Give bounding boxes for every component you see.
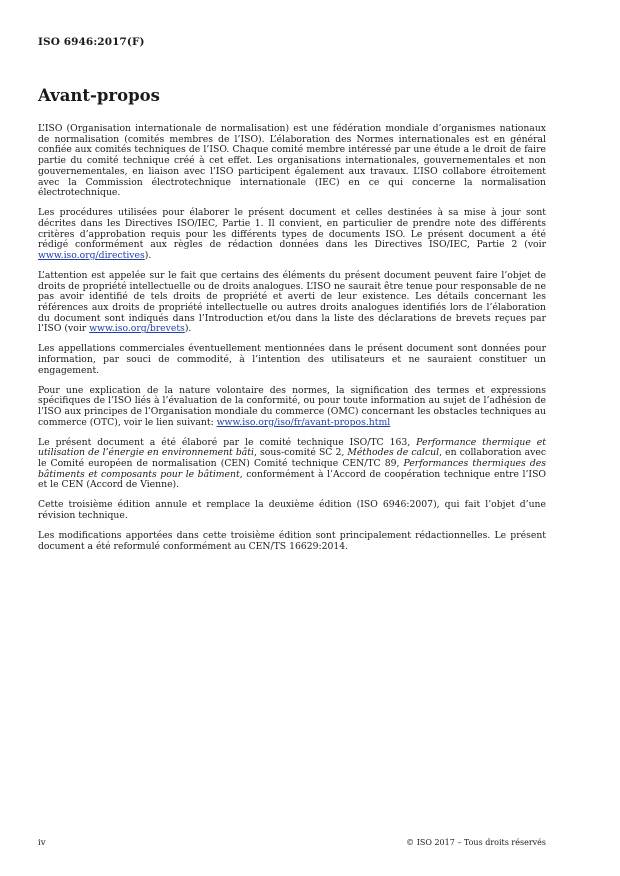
foreword-body xyxy=(38,124,546,561)
paragraph-6-part: Le présent document a été élaboré par le comité technique ISO/TC 163, xyxy=(38,436,417,448)
directives-link[interactable]: www.iso.org/directives xyxy=(38,249,145,261)
paragraph-5 xyxy=(38,386,546,429)
cen-committee-title: Performances thermiques des bâtiments et composants pour le bâtiment xyxy=(38,457,547,480)
paragraph-3-end: ). xyxy=(184,323,192,335)
paragraph-3-text: L’attention est appelée sur le fait que certains des éléments du présent document peuvent faire l’objet de droits de propriété intellectuelle ou de droits analogues. L’ISO ne saurait être tenue pour responsable de ne pas avoir identifié de tels droits de propriété et averti de leur existence. Les détails concernant les références aux droits de propriété intellectuelle ou autres droits analogues identifiés lors de l’élaboration du document sont indiqués dans l’Introduction et/ou dans la liste des déclarations de brevets reçues par l’ISO (voir xyxy=(38,269,546,335)
copyright-notice: © ISO 2017 – Tous droits réservés xyxy=(406,838,546,847)
paragraph-2-text: Les procédures utilisées pour élaborer le présent document et celles destinées à sa mise à jour sont décrites dans les Directives ISO/IEC, Partie 1. Il convient, en particulier de prendre note des différents critères d’approbation requis pour les différents types de documents ISO. Le présent document a été rédigé conformément aux règles de rédaction données dans les Directives ISO/IEC, Partie 2 (voir xyxy=(38,207,546,251)
paragraph-6-part: , en collaboration avec le Comité européen de normalisation (CEN) Comité technique CEN/TC 89, xyxy=(38,447,547,469)
document-id: ISO 6946:2017(F) xyxy=(38,36,145,48)
patents-link[interactable]: www.iso.org/brevets xyxy=(89,323,185,335)
paragraph-4: Les appellations commerciales éventuellement mentionnées dans le présent document sont données pour information, par souci de commodité, à l’intention des utilisateurs et ne sauraient constituer un engagement. xyxy=(38,343,546,376)
paragraph-5-text: Pour une explication de la nature volontaire des normes, la signification des termes et expressions spécifiques de l’ISO liés à l’évaluation de la conformité, ou pour toute information au sujet de l’adhésion de l’ISO aux principes de l’Organisation mondiale du commerce (OMC) concernant les obstacles techniques au commerce (OTC), voir le lien suivant: xyxy=(38,384,546,428)
paragraph-6-part: , sous-comité SC 2, xyxy=(253,447,348,459)
page-number: iv xyxy=(38,838,46,848)
paragraph-2-end: ). xyxy=(144,249,152,261)
paragraph-1: L’ISO (Organisation internationale de normalisation) est une fédération mondiale d’organismes nationaux de normalisation (comités membres de l’ISO). L’élaboration des Normes internationales est en général confiée aux comités techniques de l’ISO. Chaque comité membre intéressé par une étude a le droit de faire partie du comité technique créé à cet effet. Les organisations internationales, gouvernementales et non gouvernementales, en liaison avec l’ISO participent également aux travaux. L’ISO collabore étroitement avec la Commission électrotechnique internationale (IEC) en ce qui concerne la normalisation électrotechnique. xyxy=(38,123,546,199)
paragraph-2 xyxy=(38,208,546,262)
page-title: Avant-propos xyxy=(38,86,160,105)
paragraph-8: Les modifications apportées dans cette troisième édition sont principalement rédactionnelles. Le présent document a été reformulé conformément au CEN/TS 16629:2014. xyxy=(38,529,546,552)
paragraph-7: Cette troisième édition annule et remplace la deuxième édition (ISO 6946:2007), qui fait l’objet d’une révision technique. xyxy=(38,499,546,521)
paragraph-6-part: , conformément à l’Accord de coopération technique entre l’ISO et le CEN (Accord de Vienne). xyxy=(38,468,547,491)
paragraph-6 xyxy=(38,438,546,492)
committee-title: Performance thermique et utilisation de l’énergie en environnement bâti xyxy=(38,436,546,459)
paragraph-3 xyxy=(38,271,546,335)
foreword-link[interactable]: www.iso.org/iso/fr/avant-propos.html xyxy=(216,416,391,428)
subcommittee-title: Méthodes de calcul xyxy=(347,447,440,459)
